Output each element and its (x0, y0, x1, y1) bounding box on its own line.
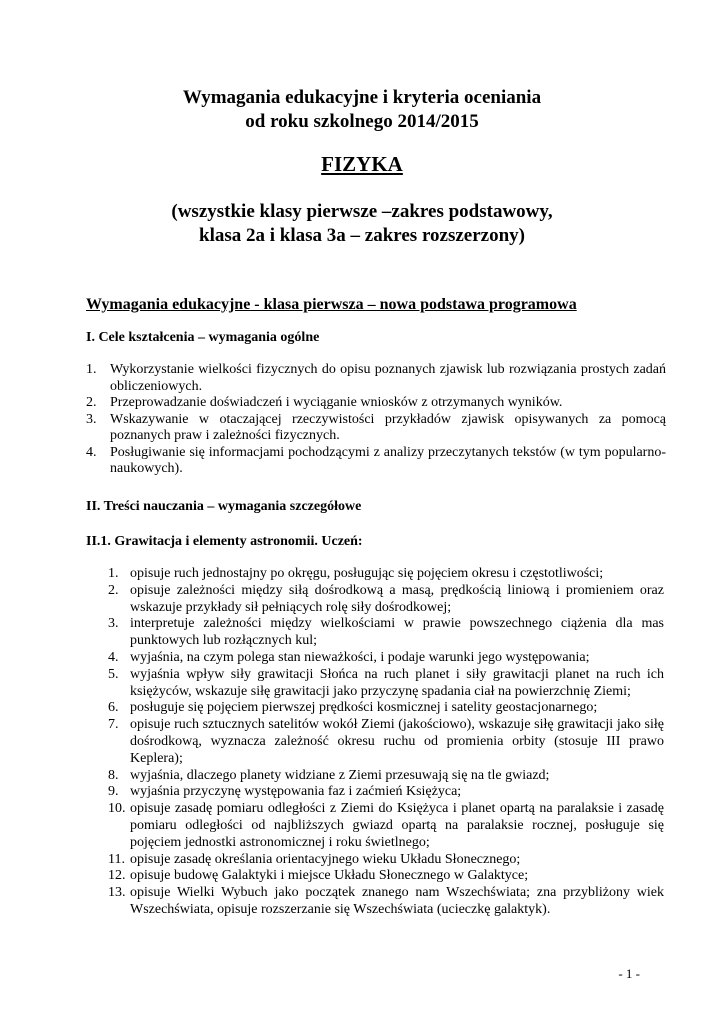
title-line-2: od roku szkolnego 2014/2015 (245, 111, 479, 132)
requirement-item: wyjaśnia przyczynę występowania faz i zaćmień Księżyca; (130, 784, 462, 800)
subject-label: FIZYKA (321, 152, 403, 176)
page-number: - 1 - (618, 966, 640, 981)
requirement-item: opisuje zasadę pomiaru odległości z Ziemi do Księżyca i planet opartą na paralaksie i zasadę pomiaru odległości od najbliższych gwiazd opartą na paralaksie rocznej, posługuje się pojęciem jednostki astronomicznej i roku świetlnego; (130, 801, 664, 850)
requirement-item: opisuje zasadę określania orientacyjnego wieku Układu Słonecznego; (130, 851, 521, 867)
section-heading: Wymagania edukacyjne - klasa pierwsza – nowa podstawa programowa (86, 296, 577, 313)
subject-title (0, 152, 724, 177)
requirements-list (108, 566, 664, 919)
requirement-item: interpretuje zależności między wielkościami w prawie powszechnego ciążenia dla mas punktowych lub rozłącznych kul; (130, 616, 664, 649)
requirement-item: wyjaśnia wpływ siły grawitacji Słońca na ruch planet i siły grawitacji planet na ruch ich księżyców, wskazuje siłę grawitacji jako przyczynę spadania ciał na powierzchnię Ziemi; (130, 666, 664, 699)
requirement-item: wyjaśnia, dlaczego planety widziane z Ziemi przesuwają się na tle gwiazd; (130, 767, 550, 783)
requirement-item: opisuje Wielki Wybuch jako początek znanego nam Wszechświata; zna przybliżony wiek Wszechświata, opisuje rozszerzanie się Wszechświata (ucieczkę galaktyk). (130, 885, 664, 917)
requirement-item: opisuje zależności między siłą dośrodkową a masą, prędkością liniową i promieniem oraz wskazuje przykłady sił pełniących rolę siły dośrodkowej; (130, 582, 664, 615)
content-heading: II. Treści nauczania – wymagania szczegółowe (86, 499, 362, 514)
requirement-item: wyjaśnia, na czym polega stan nieważkości, i podaje warunki jego występowania; (130, 649, 590, 665)
requirement-item: posługuje się pojęciem pierwszej prędkości kosmicznej i satelity geostacjonarnego; (130, 700, 598, 716)
requirement-item: opisuje ruch sztucznych satelitów wokół Ziemi (jakościowo), wskazuje siłę grawitacji jako siłę dośrodkową, wyznacza zależność okresu ruchu od promienia orbity (stosuje III prawo Keplera); (130, 717, 664, 766)
scope-note (0, 200, 724, 248)
goal-item: Wykorzystanie wielkości fizycznych do opisu poznanych zjawisk lub rozwiązania prostych zadań obliczeniowych. (110, 362, 666, 394)
goal-item: Przeprowadzanie doświadczeń i wyciąganie wniosków z otrzymanych wyników. (110, 395, 563, 410)
goals-list (86, 362, 666, 478)
title-line-1: Wymagania edukacyjne i kryteria oceniania (182, 87, 542, 108)
document-title (0, 86, 724, 134)
topic-heading: II.1. Grawitacja i elementy astronomii. Uczeń: (86, 534, 363, 549)
scope-line-2: klasa 2a i klasa 3a – zakres rozszerzony) (199, 225, 525, 246)
goal-item: Wskazywanie w otaczającej rzeczywistości przykładów zjawisk opisywanych za pomocą poznanych praw i zależności fizycznych. (110, 411, 666, 443)
scope-line-1: (wszystkie klasy pierwsze –zakres podstawowy, (171, 201, 553, 222)
goal-item: Posługiwanie się informacjami pochodzącymi z analizy przeczytanych tekstów (w tym popularno-naukowych). (110, 444, 666, 476)
goals-heading: I. Cele kształcenia – wymagania ogólne (86, 330, 320, 345)
requirement-item: opisuje ruch jednostajny po okręgu, posługując się pojęciem okresu i częstotliwości; (130, 566, 604, 581)
requirement-item: opisuje budowę Galaktyki i miejsce Układu Słonecznego w Galaktyce; (130, 868, 529, 884)
